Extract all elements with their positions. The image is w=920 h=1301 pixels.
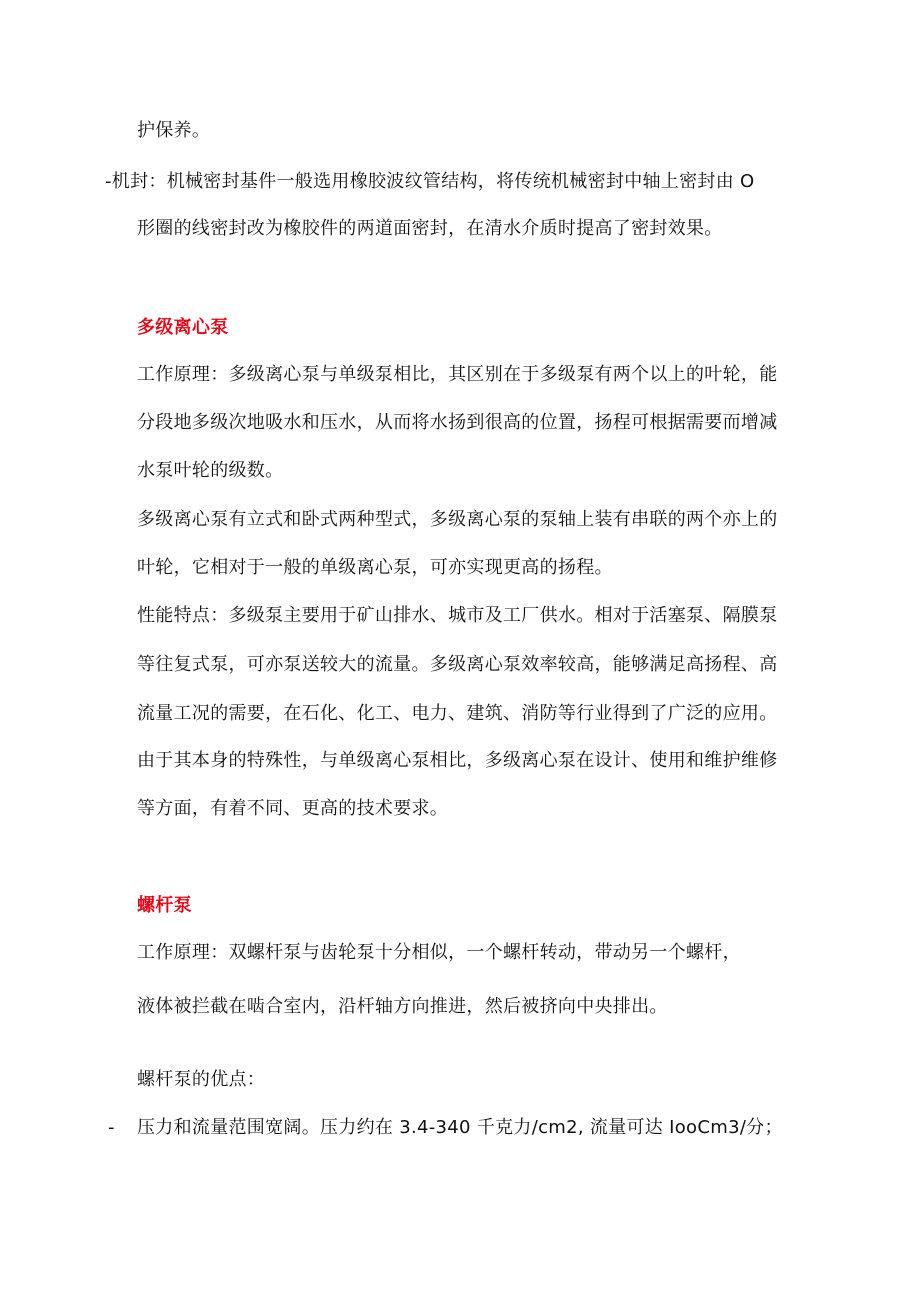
text-line: 螺杆泵的优点： (137, 1069, 266, 1090)
text-line: 由于其本身的特殊性，与单级离心泵相比，多级离心泵在设计、使用和维护维修 (137, 750, 778, 771)
text-line: 叶轮，它相对于一般的单级离心泵，可亦实现更高的扬程。 (137, 557, 613, 578)
text-line: 水泵叶轮的级数。 (137, 460, 284, 481)
text-line: 等方面，有着不同、更高的技术要求。 (137, 798, 449, 819)
list-item-text: 压力和流量范围宽阔。压力约在 3.4-340 千克力/cm2, 流量可达 IooCm3/分； (137, 1117, 783, 1138)
section-heading-multistage-pump: 多级离心泵 (137, 317, 229, 338)
text-line: 液体被拦截在啮合室内，沿杆轴方向推进，然后被挤向中央排出。 (137, 996, 668, 1017)
text-line: 等往复式泵，可亦泵送较大的流量。多级离心泵效率较高，能够满足高扬程、高 (137, 654, 778, 675)
text-line: 流量工况的需要，在石化、化工、电力、建筑、消防等行业得到了广泛的应用。 (137, 703, 778, 724)
text-line: 性能特点：多级泵主要用于矿山排水、城市及工厂供水。相对于活塞泵、隔膜泵 (137, 605, 778, 626)
text-line: 分段地多级次地吸水和压水，从而将水扬到很高的位置，扬程可根据需要而增减 (137, 412, 778, 433)
list-bullet-dash: - (108, 1117, 115, 1138)
text-line: -机封：机械密封基件一般选用橡胶波纹管结构，将传统机械密封中轴上密封由 O (105, 171, 755, 192)
text-line: 工作原理：多级离心泵与单级泵相比，其区别在于多级泵有两个以上的叶轮，能 (137, 364, 778, 385)
section-heading-screw-pump: 螺杆泵 (137, 895, 192, 916)
text-line: 工作原理：双螺杆泵与齿轮泵十分相似，一个螺杆转动，带动另一个螺杆， (137, 942, 741, 963)
text-line: 形圈的线密封改为橡胶件的两道面密封，在清水介质时提高了密封效果。 (137, 218, 723, 239)
text-line: 多级离心泵有立式和卧式两种型式，多级离心泵的泵轴上装有串联的两个亦上的 (137, 509, 778, 530)
text-line: 护保养。 (137, 120, 211, 141)
